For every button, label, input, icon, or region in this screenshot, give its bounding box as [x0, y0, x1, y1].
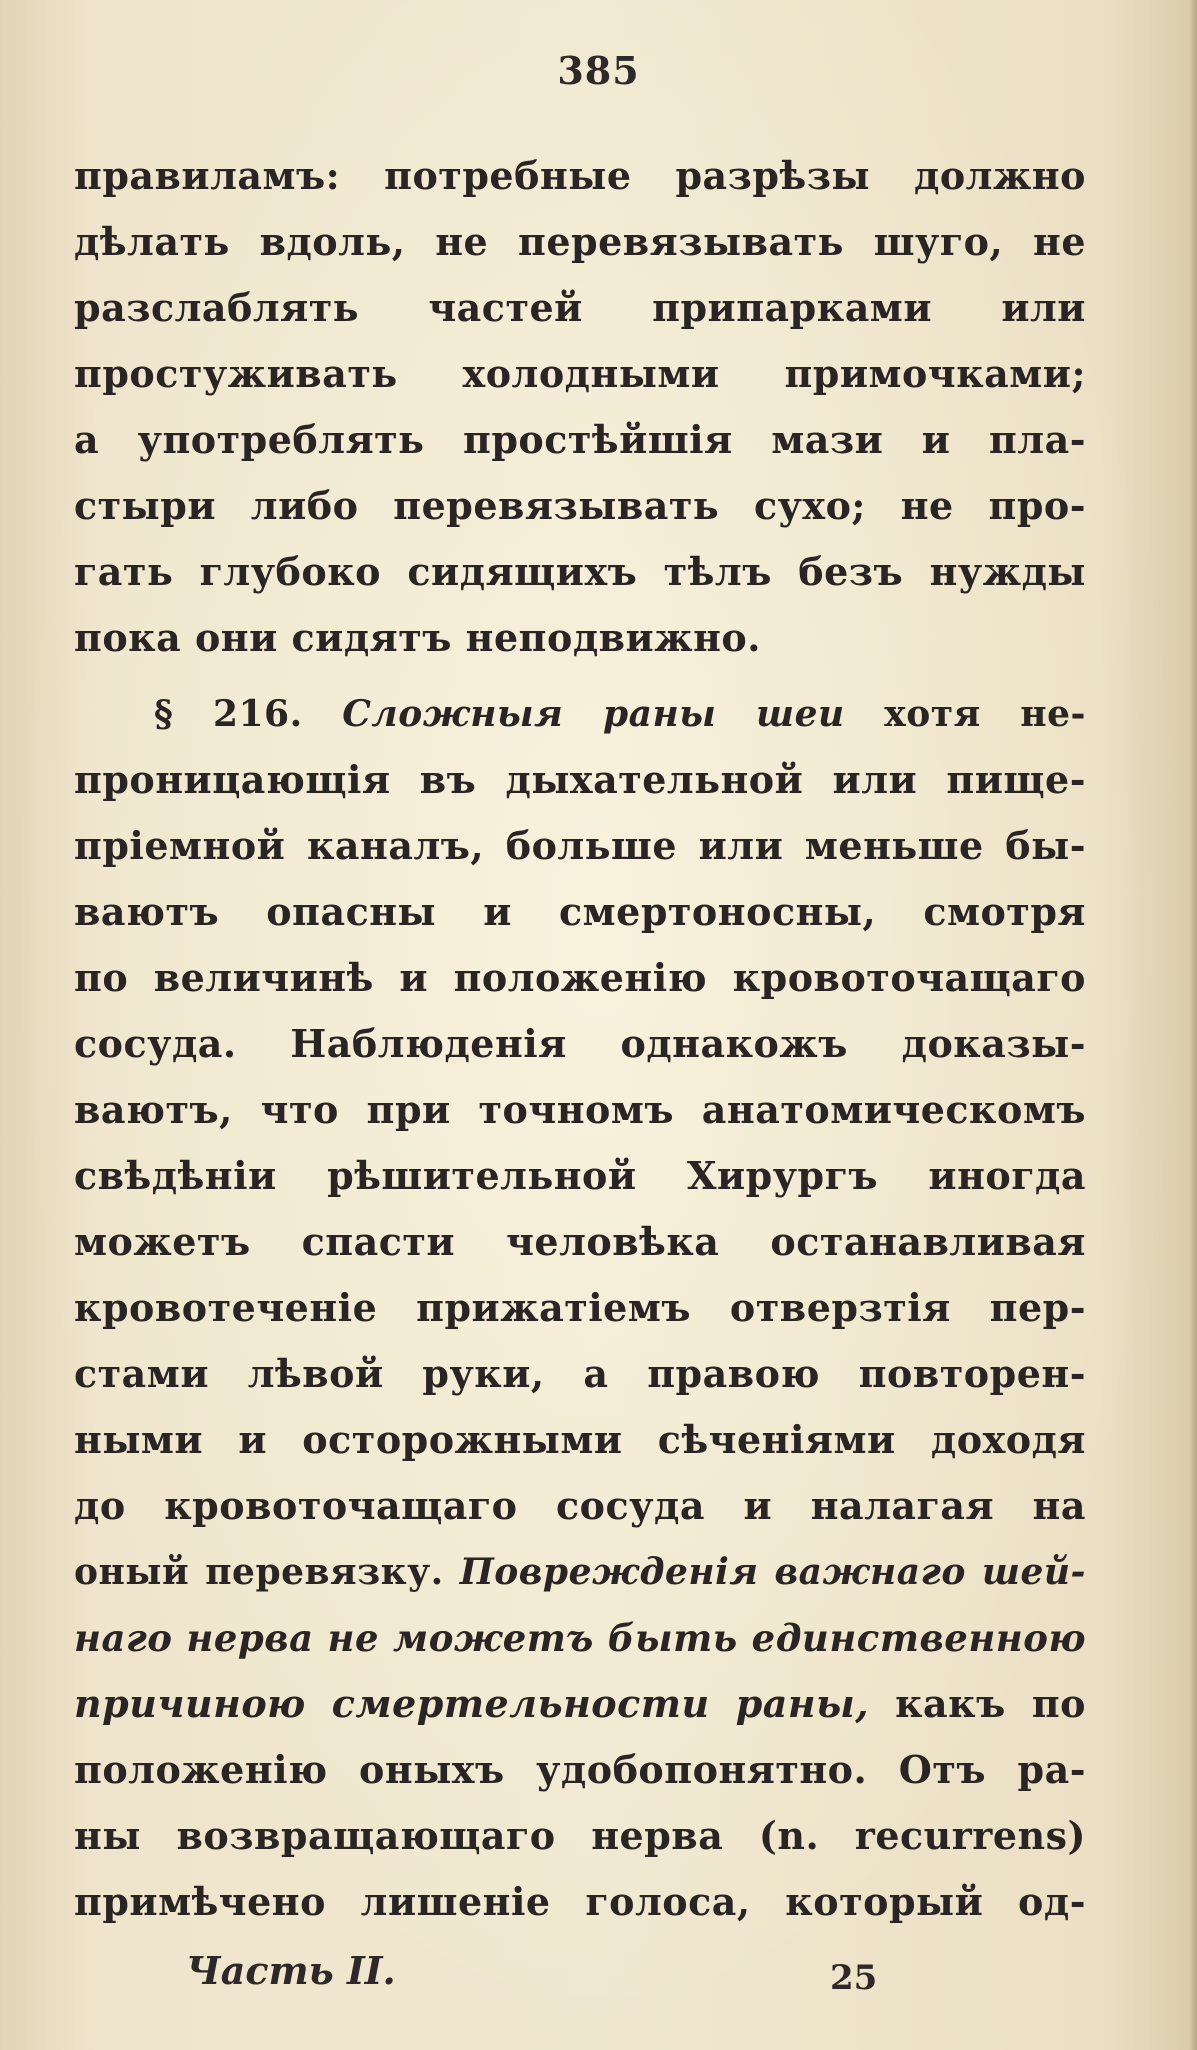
text-segment: проницающія въ дыхательной или пище- [74, 757, 1086, 802]
text-segment: ны возвращающаго нерва (n. recurrens) [74, 1813, 1086, 1858]
text-line [74, 539, 1086, 605]
text-line [74, 1407, 1086, 1473]
text-segment: стыри либо перевязывать сухо; не про- [74, 483, 1086, 528]
text-line [74, 1473, 1086, 1539]
text-segment: по величинѣ и положенію кровоточащаго [74, 955, 1086, 1000]
text-segment: ными и осторожными сѣченіями доходя [74, 1417, 1086, 1462]
text-line [74, 1803, 1086, 1869]
body-text [74, 143, 1086, 1935]
text-line [74, 1143, 1086, 1209]
text-segment: дѣлать вдоль, не перевязывать шуго, не [74, 219, 1086, 264]
text-line [74, 275, 1086, 341]
text-line [74, 747, 1086, 813]
text-line [74, 143, 1086, 209]
text-line [74, 473, 1086, 539]
text-line [74, 341, 1086, 407]
italic-text-segment: причиною смертельности раны, [74, 1681, 869, 1726]
footer-signature: Часть II. [186, 1948, 396, 1993]
text-segment: кровотеченіе прижатіемъ отверзтія пер- [74, 1285, 1086, 1330]
text-segment: положенію оныхъ удобопонятно. Отъ ра- [74, 1747, 1086, 1792]
text-line [74, 681, 1086, 747]
italic-text-segment: Сложныя раны шеи [342, 693, 845, 735]
text-line [74, 1605, 1086, 1671]
text-segment: стами лѣвой руки, а правою повторен- [74, 1351, 1086, 1396]
text-line [74, 209, 1086, 275]
text-segment: пока они сидятъ неподвижно. [74, 615, 761, 660]
page-number: 385 [557, 48, 640, 93]
footer-signature-mark: 25 [830, 1958, 878, 1998]
text-line [74, 813, 1086, 879]
text-segment: хотя не- [844, 693, 1086, 735]
italic-text-segment: Поврежденія важнаго шей- [459, 1551, 1086, 1593]
text-line [74, 1869, 1086, 1935]
text-segment: гать глубоко сидящихъ тѣлъ безъ нужды [74, 549, 1086, 594]
text-segment: разслаблять частей припарками или [74, 285, 1086, 330]
text-segment: можетъ спасти человѣка останавливая [74, 1219, 1086, 1264]
text-segment: правиламъ: потребные разрѣзы должно [74, 153, 1086, 198]
text-segment: § 216. [154, 693, 343, 735]
text-segment: простуживать холодными примочками; [74, 351, 1086, 396]
text-segment: до кровоточащаго сосуда и налагая на [74, 1483, 1086, 1528]
text-segment: оный перевязку. [74, 1551, 460, 1593]
italic-text-segment: наго нерва не можетъ быть единственною [74, 1616, 1086, 1660]
text-segment: какъ по [869, 1681, 1086, 1726]
text-line [74, 1077, 1086, 1143]
text-segment: ваютъ, что при точномъ анатомическомъ [74, 1087, 1086, 1132]
text-line [74, 1011, 1086, 1077]
paragraph-gap [74, 671, 1086, 681]
text-segment: пріемной каналъ, больше или меньше бы- [74, 823, 1086, 868]
text-line [74, 407, 1086, 473]
text-line [74, 1671, 1086, 1737]
text-line [74, 1341, 1086, 1407]
text-line [74, 1539, 1086, 1605]
text-line [74, 1275, 1086, 1341]
text-segment: сосуда. Наблюденія однакожъ доказы- [74, 1021, 1086, 1066]
text-segment: ваютъ опасны и смертоносны, смотря [74, 889, 1086, 934]
text-line [74, 879, 1086, 945]
text-line [74, 945, 1086, 1011]
text-segment: свѣдѣніи рѣшительной Хирургъ иногда [74, 1153, 1086, 1198]
text-line [74, 1209, 1086, 1275]
page-edge-shadow [1189, 0, 1197, 2050]
text-segment: примѣчено лишеніе голоса, который од- [74, 1879, 1086, 1924]
text-segment: а употреблять простѣйшія мази и пла- [74, 417, 1086, 462]
text-line [74, 1737, 1086, 1803]
text-line [74, 605, 1086, 671]
